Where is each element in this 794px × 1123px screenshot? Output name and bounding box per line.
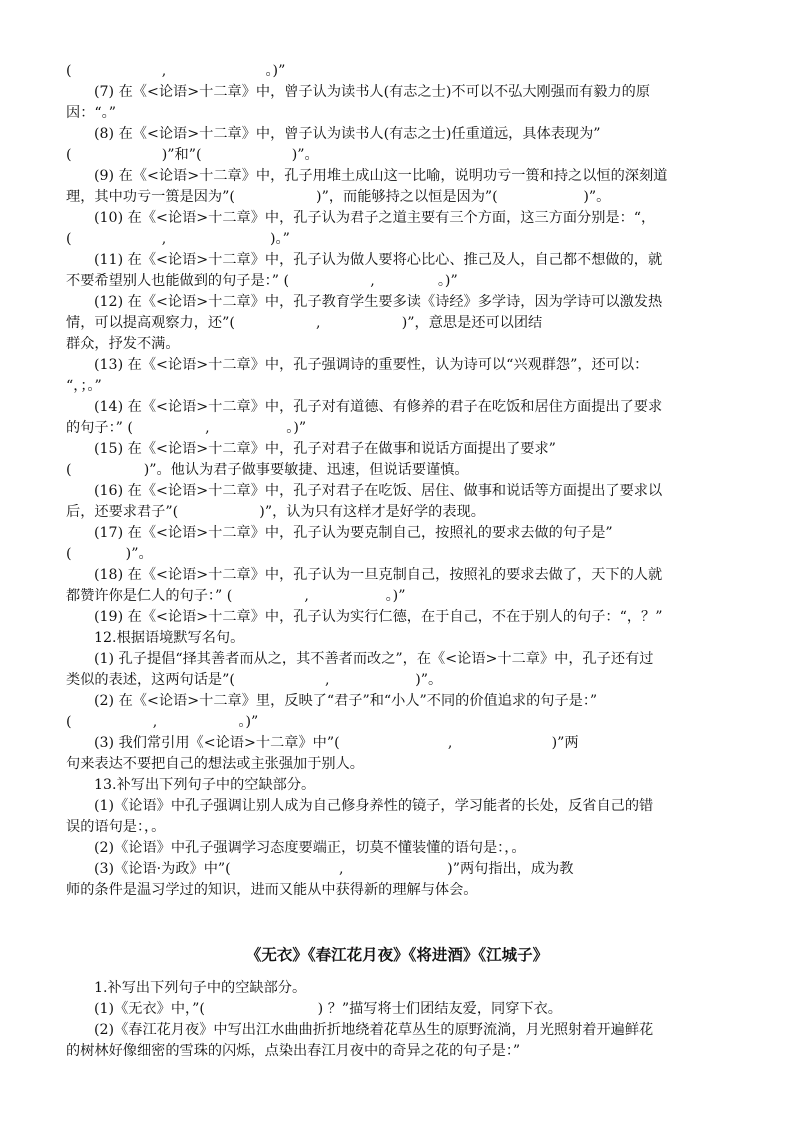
text-line: 因：“。”: [66, 105, 116, 121]
text-line: ( , )。”: [66, 231, 290, 247]
text-line: 不要希望别人也能做到的句子是：” ( , 。)”: [66, 273, 458, 289]
question-16: (16) 在《<论语>十二章》中，孔子对君子在吃饭、居住、做事和说话等方面提出了要求以: [94, 483, 663, 499]
question-12: (12) 在《<论语>十二章》中，孔子教育学生要多读《诗经》多学诗，因为学诗可以激发热: [94, 294, 663, 310]
text-line: 误的语句是：，。: [66, 819, 166, 835]
text-line: 师的条件是温习学过的知识，进而又能从中获得新的理解与体会。: [66, 882, 478, 898]
text-line: 的树林好像细密的雪珠的闪烁，点染出春江月夜中的奇异之花的句子是：”: [66, 1043, 521, 1059]
question-8: (8) 在《<论语>十二章》中，曾子认为读书人(有志之士)任重道远，具体表现为”: [94, 126, 601, 142]
text-line: “，；。”: [66, 378, 102, 394]
question-13-3: (3)《论语·为政》中”( , )”两句指出，成为教: [94, 861, 574, 877]
text-line: 都赞许你是仁人的句子：” ( , 。)”: [66, 588, 406, 604]
text-line: 群众，抒发不满。: [66, 336, 180, 352]
text-line: 情，可以提高观察力，还”( , )”，意思是还可以团结: [66, 315, 543, 331]
text-line: ( )”。: [66, 546, 153, 562]
question-11: (11) 在《<论语>十二章》中，孔子认为做人要将心比心、推己及人，自己都不想做的，就: [94, 252, 663, 268]
text-line: 理，其中功亏一篑是因为”( )”，而能够持之以恒是因为”( )”。: [66, 189, 611, 205]
question-14: (14) 在《<论语>十二章》中，孔子对有道德、有修养的君子在吃饭和居住方面提出了要求: [94, 399, 663, 415]
question-17: (17) 在《<论语>十二章》中，孔子认为要克制自己，按照礼的要求去做的句子是”: [94, 525, 613, 541]
section-heading-13: 13.补写出下列句子中的空缺部分。: [94, 777, 316, 793]
question-19: (19) 在《<论语>十二章》中，孔子认为实行仁德，在于自己，不在于别人的句子：“，？”: [94, 609, 663, 625]
text-line: ( )”和”( )”。: [66, 147, 319, 163]
section-heading-12: 12.根据语境默写名句。: [94, 630, 245, 646]
text-line: ( , 。)”: [66, 63, 286, 79]
text-line: 句来表达不要把自己的想法或主张强加于别人。: [66, 756, 364, 772]
text-line: 的句子：” ( , 。)”: [66, 420, 307, 436]
question-13: (13) 在《<论语>十二章》中，孔子强调诗的重要性，认为诗可以“兴观群怨”，还可以：: [94, 357, 649, 373]
question-1-1: (1)《无衣》中，”( ) ？”描写将士们团结友爱，同穿下衣。: [94, 1001, 562, 1017]
question-12-3: (3) 我们常引用《<论语>十二章》中”( , )”两: [94, 735, 579, 751]
text-line: ( )”。他认为君子做事要敏捷、迅速，但说话要谨慎。: [66, 462, 469, 478]
text-line: ( , 。)”: [66, 714, 259, 730]
question-9: (9) 在《<论语>十二章》中，孔子用堆土成山这一比喻，说明功亏一篑和持之以恒的深刻道: [94, 168, 668, 184]
question-13-2: (2)《论语》中孔子强调学习态度要端正，切莫不懂装懂的语句是：，。: [94, 840, 526, 856]
question-10: (10) 在《<论语>十二章》中，孔子认为君子之道主要有三个方面，这三方面分别是：“，: [94, 210, 656, 226]
section-title: 《无衣》《春江花月夜》《将进酒》《江城子》: [245, 945, 549, 964]
question-1-2: (2)《春江花月夜》中写出江水曲曲折折地绕着花草丛生的原野流淌，月光照射着开遍鲜花: [94, 1022, 654, 1038]
question-12-1: (1) 孔子提倡“择其善者而从之，其不善者而改之”，在《<论语>十二章》中，孔子还有过: [94, 651, 654, 667]
question-18: (18) 在《<论语>十二章》中，孔子认为一旦克制自己，按照礼的要求去做了，天下的人就: [94, 567, 663, 583]
question-13-1: (1)《论语》中孔子强调让别人成为自己修身养性的镜子，学习能者的长处，反省自己的错: [94, 798, 654, 814]
question-7: (7) 在《<论语>十二章》中，曾子认为读书人(有志之士)不可以不弘大刚强而有毅力的原: [94, 84, 651, 100]
question-12-2: (2) 在《<论语>十二章》里，反映了“君子”和“小人”不同的价值追求的句子是：”: [94, 693, 598, 709]
section-heading-1: 1.补写出下列句子中的空缺部分。: [94, 980, 307, 996]
question-15: (15) 在《<论语>十二章》中，孔子对君子在做事和说话方面提出了要求”: [94, 441, 556, 457]
text-line: 类似的表述，这两句话是”( , )”。: [66, 672, 443, 688]
text-line: 后，还要求君子”( )”，认为只有这样才是好学的表现。: [66, 504, 485, 520]
